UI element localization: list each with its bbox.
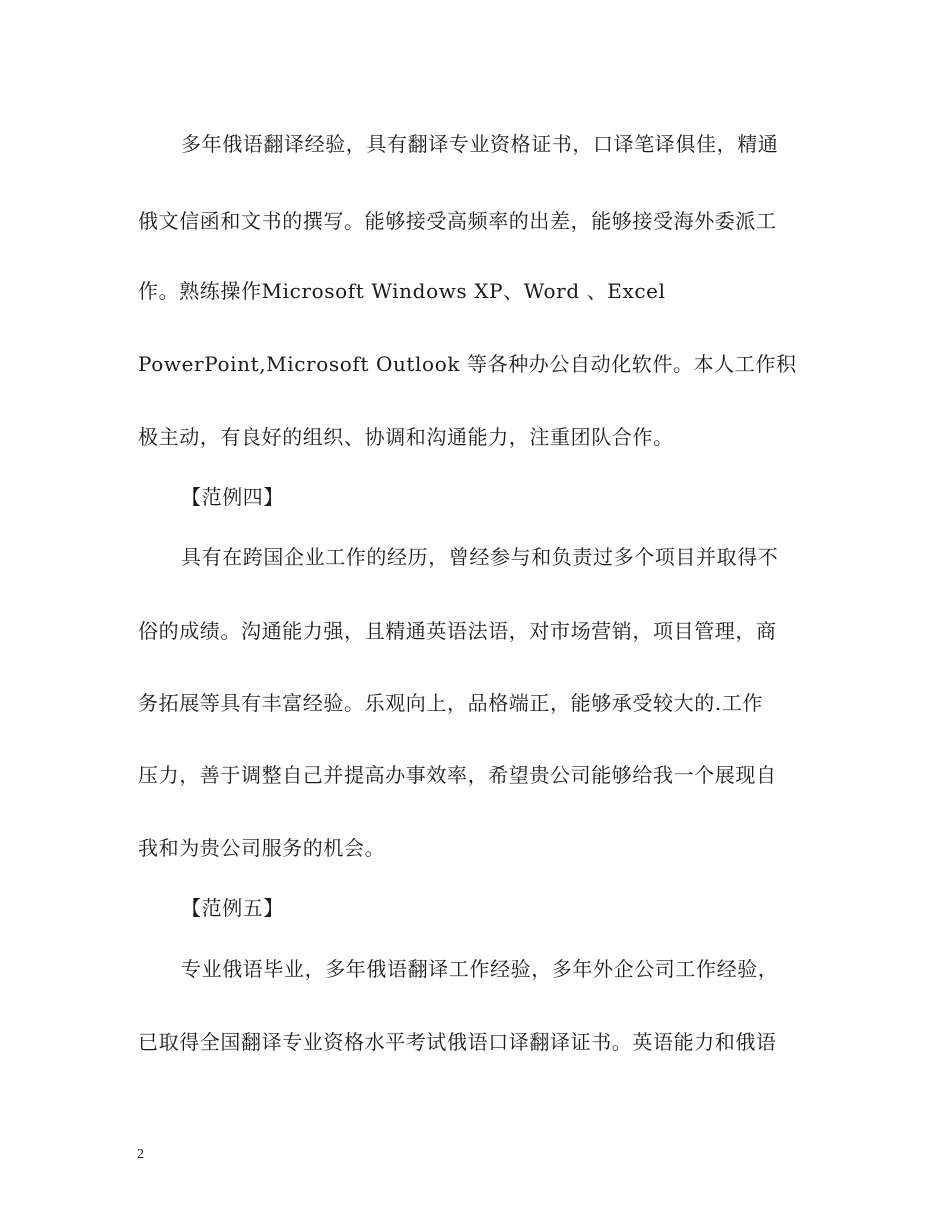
paragraph-line: 作。熟练操作Microsoft Windows XP、Word 、Excel — [138, 279, 666, 303]
paragraph-line: PowerPoint,Microsoft Outlook 等各种办公自动化软件。本人工作积 — [138, 352, 797, 376]
paragraph-line: 极主动，有良好的组织、协调和沟通能力，注重团队合作。 — [138, 425, 674, 449]
paragraph-line: 多年俄语翻译经验，具有翻译专业资格证书，口译笔译俱佳，精通 — [181, 132, 779, 156]
page-number: 2 — [137, 1147, 144, 1162]
paragraph-line: 俗的成绩。沟通能力强，且精通英语法语，对市场营销，项目管理，商 — [138, 619, 777, 643]
paragraph-line: 已取得全国翻译专业资格水平考试俄语口译翻译证书。英语能力和俄语 — [138, 1030, 777, 1054]
section-heading: 【范例四】 — [181, 485, 284, 509]
paragraph-line: 具有在跨国企业工作的经历，曾经参与和负责过多个项目并取得不 — [181, 545, 779, 569]
paragraph-line: 我和为贵公司服务的机会。 — [138, 836, 386, 860]
paragraph-line: 俄文信函和文书的撰写。能够接受高频率的出差，能够接受海外委派工 — [138, 209, 777, 233]
paragraph-line: 压力，善于调整自己并提高办事效率，希望贵公司能够给我一个展现自 — [138, 763, 777, 787]
paragraph-line: 专业俄语毕业，多年俄语翻译工作经验，多年外企公司工作经验， — [181, 957, 779, 981]
section-heading: 【范例五】 — [181, 896, 284, 920]
paragraph-line: 务拓展等具有丰富经验。乐观向上，品格端正，能够承受较大的.工作 — [138, 691, 763, 715]
